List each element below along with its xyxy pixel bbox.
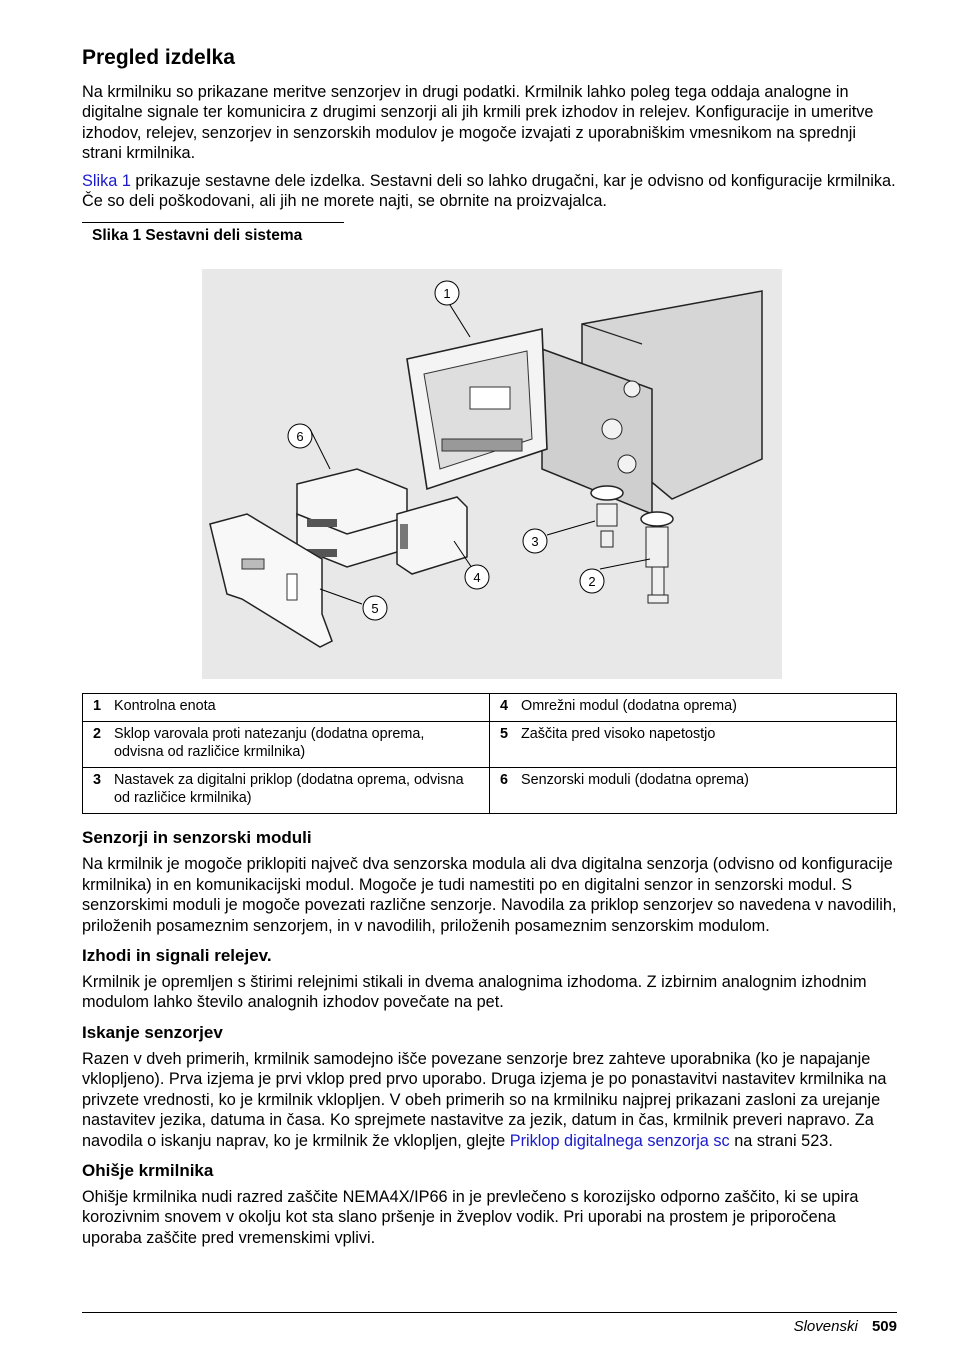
svg-text:6: 6: [296, 429, 304, 445]
page-footer: [82, 1312, 897, 1335]
callout-2: [580, 569, 604, 593]
callout-5: [363, 596, 387, 620]
section-heading: Senzorji in senzorski moduli: [82, 828, 312, 848]
legend-cell: 2 Sklop varovala proti natezanju (dodatna oprema, odvisna od različice krmilnika): [83, 722, 490, 768]
legend-cell: 1 Kontrolna enota: [83, 694, 490, 722]
section-body: Na krmilnik je mogoče priklopiti največ dva senzorska modula ali dva digitalna senzorja (odvisno od konfiguracije krmilnika) in en komunikacijski modul. Mogoče je tudi namestiti po en digitalni senzor in senzorski modul. S senzorskimi moduli je mogoče povezati različne senzorje. Navodila za priklop senzorjev so navedena v navodilih, priloženih posameznim senzorjem, in v navodilih, priloženih posameznim senzorskim modulom.: [82, 855, 897, 935]
section-body: Ohišje krmilnika nudi razred zaščite NEMA4X/IP66 in je prevlečeno s korozijsko odporno zaščito, ki se upira korozivnim snovem v okolju kot sta slano pršenje in žveplov vodik. Pri uporabi na prostem je priporočena uporaba zaščite pred vremenskimi vplivi.: [82, 1187, 859, 1247]
svg-text:3: 3: [531, 534, 539, 550]
sensor-modules: [297, 469, 407, 567]
callout-3: [523, 529, 547, 553]
svg-text:2: 2: [588, 574, 596, 590]
page-title: Pregled izdelka: [82, 46, 235, 69]
legend-cell: 3 Nastavek za digitalni priklop (dodatna oprema, odvisna od različice krmilnika): [83, 768, 490, 814]
table-row: [83, 694, 897, 722]
figure-caption: Slika 1 Sestavni deli sistema: [82, 222, 344, 245]
section-body: Razen v dveh primerih, krmilnik samodejno išče povezane senzorje brez zahteve uporabnika (ko je napajanje vklopljeno). Prva izjema je prvi vklop pred prvo uporabo. Druga izjema je po ponastavitvi nastavitev krmilnika na privzete vrednosti, ko je krmilnik vklopljen. V obeh primerih so na krmilniku najprej prikazani zasloni za urejanje nastavitev jezika, datuma in časa. Ko sprejmete nastavitve za jezik, datum in čas, krmilnik preveri napravo. Za navodila o iskanju naprav, ko je krmilnik že vklopljen, glejte Priklop digitalnega senzorja sc na strani 523.: [82, 1049, 887, 1150]
figure-legend-table: [82, 693, 897, 814]
section-heading: Izhodi in signali relejev.: [82, 946, 272, 966]
legend-cell: 4 Omrežni modul (dodatna oprema): [490, 694, 897, 722]
intro-paragraph: Na krmilniku so prikazane meritve senzorjev in drugi podatki. Krmilnik lahko poleg tega oddaja analogne in digitalne signale ter komunicira z drugimi senzorji ali jih krmili prek izhodov in relejev. Konfiguracije in umeritve izhodov, relejev, senzorjev in senzorskih modulov je mogoče izvajati z uporabniškim vmesnikom na sprednji strani krmilnika.: [82, 83, 874, 163]
components-illustration: [202, 269, 782, 679]
page-number: 509: [871, 1318, 897, 1335]
section-heading: Ohišje krmilnika: [82, 1160, 214, 1180]
callout-6: [288, 424, 312, 448]
callout-1: [435, 281, 459, 305]
section-body: Krmilnik je opremljen s štirimi relejnimi stikali in dvema analognima izhodoma. Z izbirnim analognim izhodnim modulom lahko število analognih izhodov povečate na pet.: [82, 973, 867, 1012]
figure-link[interactable]: Slika 1: [82, 171, 131, 190]
system-components-figure: [82, 251, 897, 681]
page-content: [82, 40, 897, 1255]
sensor-connection-link[interactable]: Priklop digitalnega senzorja sc: [509, 1131, 730, 1150]
table-row: [83, 768, 897, 814]
figure-reference-paragraph: [82, 171, 897, 212]
callout-4: [465, 565, 489, 589]
legend-cell: 5 Zaščita pred visoko napetostjo: [490, 722, 897, 768]
legend-cell: 6 Senzorski moduli (dodatna oprema): [490, 768, 897, 814]
table-row: [83, 722, 897, 768]
section-heading: Iskanje senzorjev: [82, 1022, 223, 1042]
svg-text:5: 5: [371, 601, 379, 617]
svg-text:4: 4: [473, 570, 481, 586]
footer-language: Slovenski: [793, 1318, 858, 1335]
figure-reference-text: prikazuje sestavne dele izdelka. Sestavni deli so lahko drugačni, kar je odvisno od konfiguracije krmilnika. Če so deli poškodovani, ali jih ne morete najti, se obrnite na proizvajalca.: [82, 171, 896, 211]
svg-text:1: 1: [443, 286, 451, 302]
